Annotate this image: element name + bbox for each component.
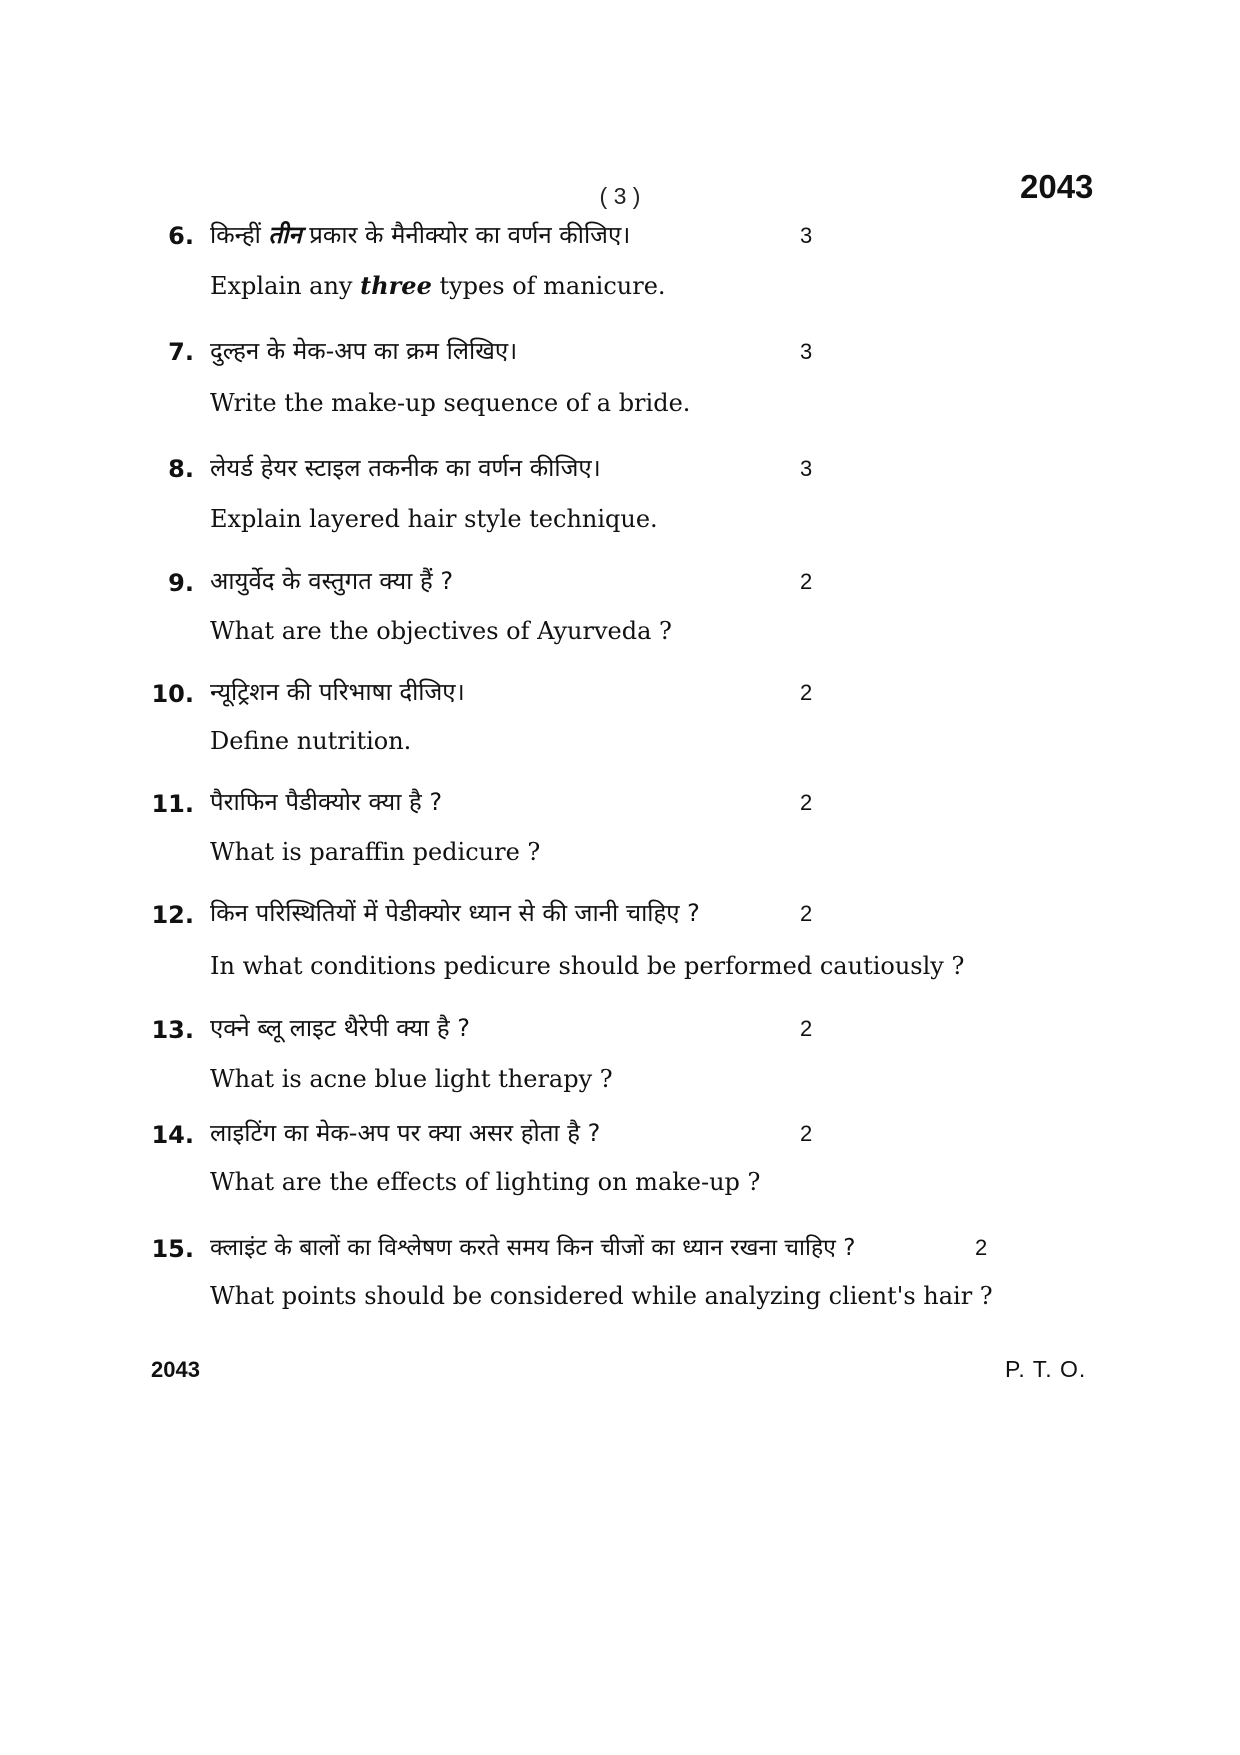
question-number: 10.	[151, 680, 194, 708]
question-english: Define nutrition.	[210, 727, 412, 755]
question-hindi: पैराफिन पैडीक्योर क्या है ?	[210, 788, 443, 816]
question-hindi: दुल्हन के मेक-अप का क्रम लिखिए।	[210, 337, 518, 365]
question-number: 12.	[151, 901, 194, 929]
question-english: What are the objectives of Ayurveda ?	[210, 617, 672, 645]
question-marks: 2	[800, 790, 813, 815]
question-hindi: एक्ने ब्लू लाइट थैरेपी क्या है ?	[210, 1014, 470, 1042]
emphasis-word: three	[360, 271, 432, 300]
question-number: 13.	[151, 1016, 194, 1044]
paper-code-bottom: 2043	[151, 1357, 200, 1382]
question-number: 14.	[151, 1121, 194, 1149]
question-english: What points should be considered while analyzing client's hair ?	[210, 1282, 993, 1310]
question-english: In what conditions pedicure should be performed cautiously ?	[210, 952, 965, 980]
question-marks: 2	[800, 901, 813, 926]
paper-code-top: 2043	[1020, 168, 1094, 205]
question-english: What are the effects of lighting on make-up ?	[210, 1168, 761, 1196]
question-number: 7.	[168, 338, 194, 366]
question-marks: 2	[800, 1121, 813, 1146]
question-number: 9.	[168, 569, 194, 597]
question-hindi: लेयर्ड हेयर स्टाइल तकनीक का वर्णन कीजिए।	[210, 454, 601, 482]
pto-label: P. T. O.	[1005, 1356, 1087, 1382]
question-marks: 2	[800, 680, 813, 705]
question-marks: 3	[800, 339, 813, 364]
question-english: What is acne blue light therapy ?	[210, 1065, 613, 1093]
question-english: Write the make-up sequence of a bride.	[210, 389, 691, 417]
question-hindi: लाइटिंग का मेक-अप पर क्या असर होता है ?	[210, 1119, 601, 1147]
page-number: ( 3 )	[599, 183, 641, 209]
emphasis-word: तीन	[268, 221, 302, 249]
question-english: What is paraffin pedicure ?	[210, 838, 541, 866]
question-hindi: किन परिस्थितियों में पेडीक्योर ध्यान से की जानी चाहिए ?	[210, 899, 700, 927]
question-hindi: क्लाइंट के बालों का विश्लेषण करते समय किन चीजों का ध्यान रखना चाहिए ?	[210, 1235, 856, 1261]
question-hindi: न्यूट्रिशन की परिभाषा दीजिए।	[210, 678, 465, 706]
question-number: 6.	[168, 222, 194, 250]
question-english: Explain layered hair style technique.	[210, 505, 658, 533]
question-hindi: किन्हीं तीन प्रकार के मैनीक्योर का वर्णन कीजिए।	[210, 221, 631, 249]
question-marks: 2	[800, 1016, 813, 1041]
question-marks: 3	[800, 456, 813, 481]
question-number: 8.	[168, 455, 194, 483]
question-marks: 2	[800, 569, 813, 594]
question-number: 15.	[151, 1235, 194, 1263]
question-number: 11.	[151, 790, 194, 818]
question-marks: 2	[975, 1235, 988, 1260]
question-hindi: आयुर्वेद के वस्तुगत क्या हैं ?	[210, 567, 454, 595]
question-english: Explain any three types of manicure.	[210, 271, 666, 300]
question-marks: 3	[800, 223, 813, 248]
